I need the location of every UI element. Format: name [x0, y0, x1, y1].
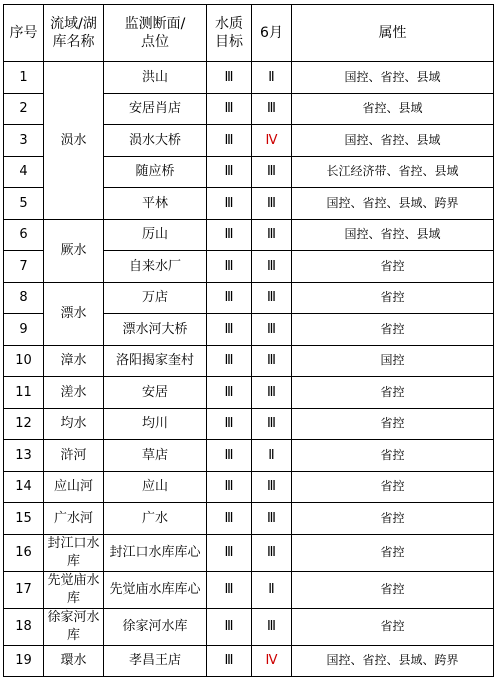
header-month: 6月 — [252, 5, 292, 62]
table-row — [4, 219, 494, 251]
basin-cell: 環水 — [44, 645, 104, 677]
target-cell: Ⅲ — [207, 471, 252, 503]
section-cell: 安居 — [104, 377, 207, 409]
june-quality-cell: Ⅲ — [252, 93, 292, 125]
attribute-cell: 省控 — [292, 282, 494, 314]
attribute-cell: 国控、省控、县域 — [292, 219, 494, 251]
june-quality-cell: Ⅲ — [252, 282, 292, 314]
seq-cell: 13 — [4, 440, 44, 472]
seq-cell: 6 — [4, 219, 44, 251]
target-cell: Ⅲ — [207, 219, 252, 251]
attribute-cell: 省控 — [292, 608, 494, 645]
target-cell: Ⅲ — [207, 93, 252, 125]
seq-cell: 17 — [4, 571, 44, 608]
basin-cell: 漂水 — [44, 282, 104, 345]
table-row — [4, 408, 494, 440]
target-cell: Ⅲ — [207, 345, 252, 377]
table-row — [4, 608, 494, 645]
seq-cell: 1 — [4, 62, 44, 94]
attribute-cell: 省控 — [292, 440, 494, 472]
basin-cell: 徐家河水库 — [44, 608, 104, 645]
seq-cell: 15 — [4, 503, 44, 535]
june-quality-cell: Ⅲ — [252, 251, 292, 283]
section-cell: 漂水河大桥 — [104, 314, 207, 346]
section-cell: 洪山 — [104, 62, 207, 94]
table-row — [4, 645, 494, 677]
june-quality-cell: Ⅲ — [252, 314, 292, 346]
june-quality-cell: Ⅲ — [252, 471, 292, 503]
june-quality-cell: Ⅲ — [252, 188, 292, 220]
header-target: 水质 目标 — [207, 5, 252, 62]
target-cell: Ⅲ — [207, 188, 252, 220]
target-cell: Ⅲ — [207, 645, 252, 677]
section-cell: 平林 — [104, 188, 207, 220]
attribute-cell: 长江经济带、省控、县域 — [292, 156, 494, 188]
target-cell: Ⅲ — [207, 314, 252, 346]
target-cell: Ⅲ — [207, 62, 252, 94]
water-quality-table — [3, 4, 494, 677]
june-quality-cell: Ⅱ — [252, 440, 292, 472]
seq-cell: 12 — [4, 408, 44, 440]
target-cell: Ⅲ — [207, 125, 252, 157]
section-cell: 洛阳揭家奎村 — [104, 345, 207, 377]
june-quality-cell: Ⅲ — [252, 219, 292, 251]
section-cell: 先觉庙水库库心 — [104, 571, 207, 608]
section-cell: 涢水大桥 — [104, 125, 207, 157]
section-cell: 应山 — [104, 471, 207, 503]
june-quality-cell: Ⅳ — [252, 645, 292, 677]
attribute-cell: 省控、县域 — [292, 93, 494, 125]
attribute-cell: 省控 — [292, 251, 494, 283]
section-cell: 自来水厂 — [104, 251, 207, 283]
target-cell: Ⅲ — [207, 377, 252, 409]
june-quality-cell: Ⅱ — [252, 571, 292, 608]
table-row — [4, 345, 494, 377]
basin-cell: 涢水 — [44, 62, 104, 220]
basin-cell: 漳水 — [44, 345, 104, 377]
attribute-cell: 国控、省控、县域 — [292, 125, 494, 157]
table-row — [4, 282, 494, 314]
table-row — [4, 440, 494, 472]
attribute-cell: 国控、省控、县域、跨界 — [292, 645, 494, 677]
seq-cell: 3 — [4, 125, 44, 157]
table-row — [4, 571, 494, 608]
june-quality-cell: Ⅱ — [252, 62, 292, 94]
target-cell: Ⅲ — [207, 156, 252, 188]
header-row — [4, 5, 494, 62]
basin-cell: 封江口水库 — [44, 534, 104, 571]
attribute-cell: 国控、省控、县域 — [292, 62, 494, 94]
seq-cell: 16 — [4, 534, 44, 571]
basin-cell: 均水 — [44, 408, 104, 440]
section-cell: 孝昌王店 — [104, 645, 207, 677]
june-quality-cell: Ⅲ — [252, 608, 292, 645]
table-body — [4, 62, 494, 677]
table-row — [4, 471, 494, 503]
seq-cell: 8 — [4, 282, 44, 314]
header-seq: 序号 — [4, 5, 44, 62]
june-quality-cell: Ⅲ — [252, 156, 292, 188]
seq-cell: 7 — [4, 251, 44, 283]
header-basin: 流域/湖 库名称 — [44, 5, 104, 62]
attribute-cell: 省控 — [292, 534, 494, 571]
attribute-cell: 省控 — [292, 471, 494, 503]
june-quality-cell: Ⅲ — [252, 408, 292, 440]
attribute-cell: 国控、省控、县域、跨界 — [292, 188, 494, 220]
seq-cell: 2 — [4, 93, 44, 125]
seq-cell: 4 — [4, 156, 44, 188]
table-row — [4, 377, 494, 409]
seq-cell: 9 — [4, 314, 44, 346]
table-row — [4, 62, 494, 94]
basin-cell: 应山河 — [44, 471, 104, 503]
target-cell: Ⅲ — [207, 503, 252, 535]
attribute-cell: 省控 — [292, 408, 494, 440]
target-cell: Ⅲ — [207, 282, 252, 314]
section-cell: 厉山 — [104, 219, 207, 251]
basin-cell: 溠水 — [44, 377, 104, 409]
basin-cell: 先觉庙水库 — [44, 571, 104, 608]
seq-cell: 5 — [4, 188, 44, 220]
attribute-cell: 国控 — [292, 345, 494, 377]
section-cell: 万店 — [104, 282, 207, 314]
june-quality-cell: Ⅳ — [252, 125, 292, 157]
attribute-cell: 省控 — [292, 503, 494, 535]
water-quality-table-container — [3, 4, 493, 677]
table-row — [4, 503, 494, 535]
header-section: 监测断面/ 点位 — [104, 5, 207, 62]
target-cell: Ⅲ — [207, 571, 252, 608]
seq-cell: 19 — [4, 645, 44, 677]
seq-cell: 18 — [4, 608, 44, 645]
section-cell: 徐家河水库 — [104, 608, 207, 645]
june-quality-cell: Ⅲ — [252, 503, 292, 535]
seq-cell: 11 — [4, 377, 44, 409]
target-cell: Ⅲ — [207, 251, 252, 283]
attribute-cell: 省控 — [292, 571, 494, 608]
section-cell: 封江口水库库心 — [104, 534, 207, 571]
basin-cell: 广水河 — [44, 503, 104, 535]
june-quality-cell: Ⅲ — [252, 534, 292, 571]
section-cell: 随应桥 — [104, 156, 207, 188]
june-quality-cell: Ⅲ — [252, 345, 292, 377]
target-cell: Ⅲ — [207, 440, 252, 472]
target-cell: Ⅲ — [207, 408, 252, 440]
section-cell: 安居肖店 — [104, 93, 207, 125]
seq-cell: 14 — [4, 471, 44, 503]
header-attr: 属性 — [292, 5, 494, 62]
attribute-cell: 省控 — [292, 314, 494, 346]
attribute-cell: 省控 — [292, 377, 494, 409]
june-quality-cell: Ⅲ — [252, 377, 292, 409]
section-cell: 均川 — [104, 408, 207, 440]
target-cell: Ⅲ — [207, 534, 252, 571]
seq-cell: 10 — [4, 345, 44, 377]
section-cell: 草店 — [104, 440, 207, 472]
basin-cell: 厥水 — [44, 219, 104, 282]
section-cell: 广水 — [104, 503, 207, 535]
basin-cell: 浒河 — [44, 440, 104, 472]
table-row — [4, 534, 494, 571]
target-cell: Ⅲ — [207, 608, 252, 645]
